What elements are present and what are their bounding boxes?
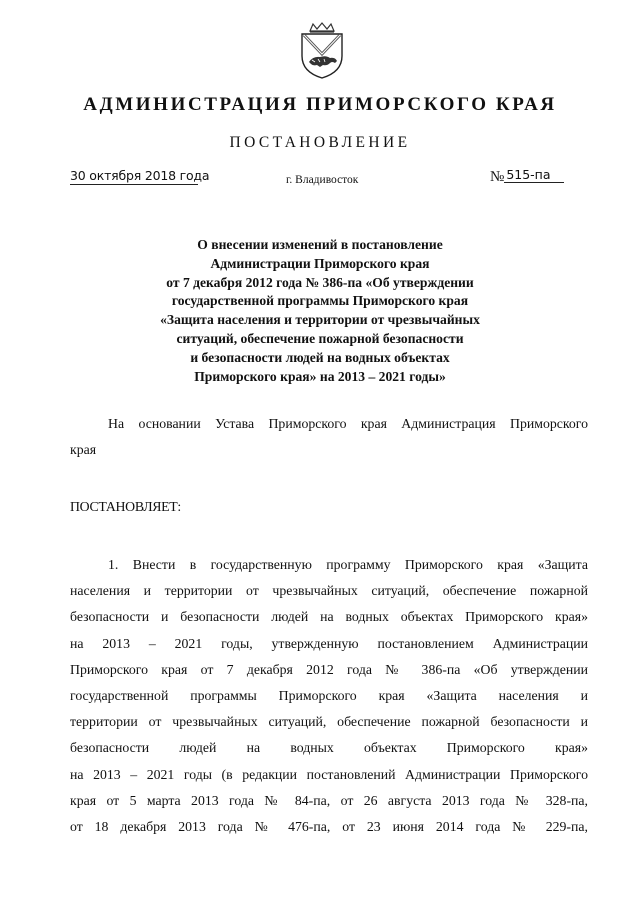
paragraph-line: На основании Устава Приморского края Администрация Приморского <box>108 416 588 431</box>
title-line: государственной программы Приморского края <box>171 293 469 309</box>
title-line: Приморского края» на 2013 – 2021 годы» <box>194 368 446 384</box>
title-line: от 7 декабря 2012 года № 386-па «Об утверждении <box>166 274 474 290</box>
paragraph-line: территории от чрезвычайных ситуаций, обеспечение пожарной безопасности и <box>70 714 588 730</box>
paragraph-line: безопасности и безопасности людей на водных объектах Приморского края» <box>70 609 588 625</box>
title-line: «Защита населения и территории от чрезвычайных <box>160 312 480 328</box>
document-date: 30 октября 2018 года <box>70 168 210 183</box>
paragraph-line: Приморского края от 7 декабря 2012 года № 386-па «Об утверждении <box>70 661 588 677</box>
paragraph-line: населения и территории от чрезвычайных ситуаций, обеспечение пожарной <box>70 583 588 599</box>
document-type: ПОСТАНОВЛЕНИЕ <box>229 134 411 151</box>
paragraph-line: края от 5 марта 2013 года № 84-па, от 26 августа 2013 года № 328-па, <box>70 792 588 808</box>
document-number <box>490 167 564 186</box>
number-value: 515-па <box>504 167 564 183</box>
basis-paragraph <box>70 411 588 463</box>
resolve-heading: ПОСТАНОВЛЯЕТ: <box>70 499 181 514</box>
title-line: и безопасности людей на водных объектах <box>190 349 450 365</box>
paragraph-line: края <box>70 442 97 457</box>
document-city: г. Владивосток <box>286 174 359 186</box>
paragraph-line: на 2013 – 2021 годы (в редакции постановлений Администрации Приморского <box>70 766 588 782</box>
body-paragraph <box>70 552 588 840</box>
paragraph-line: государственной программы Приморского края «Защита населения и <box>70 687 588 703</box>
organization-title: АДМИНИСТРАЦИЯ ПРИМОРСКОГО КРАЯ <box>83 94 557 115</box>
title-line: О внесении изменений в постановление <box>197 237 443 252</box>
paragraph-line: от 18 декабря 2013 года № 476-па, от 23 июня 2014 года № 229-па, <box>70 818 588 834</box>
title-line: ситуаций, обеспечение пожарной безопасности <box>176 330 464 346</box>
number-sign: № <box>490 169 505 185</box>
title-line: Администрации Приморского края <box>210 255 430 271</box>
coat-of-arms-icon <box>296 22 348 80</box>
paragraph-line: безопасности людей на водных объектах Приморского края» <box>70 740 588 756</box>
paragraph-line: 1. Внести в государственную программу Приморского края «Защита <box>108 557 588 572</box>
paragraph-line: на 2013 – 2021 годы, утвержденную постановлением Администрации <box>70 635 588 651</box>
document-title <box>140 236 500 386</box>
